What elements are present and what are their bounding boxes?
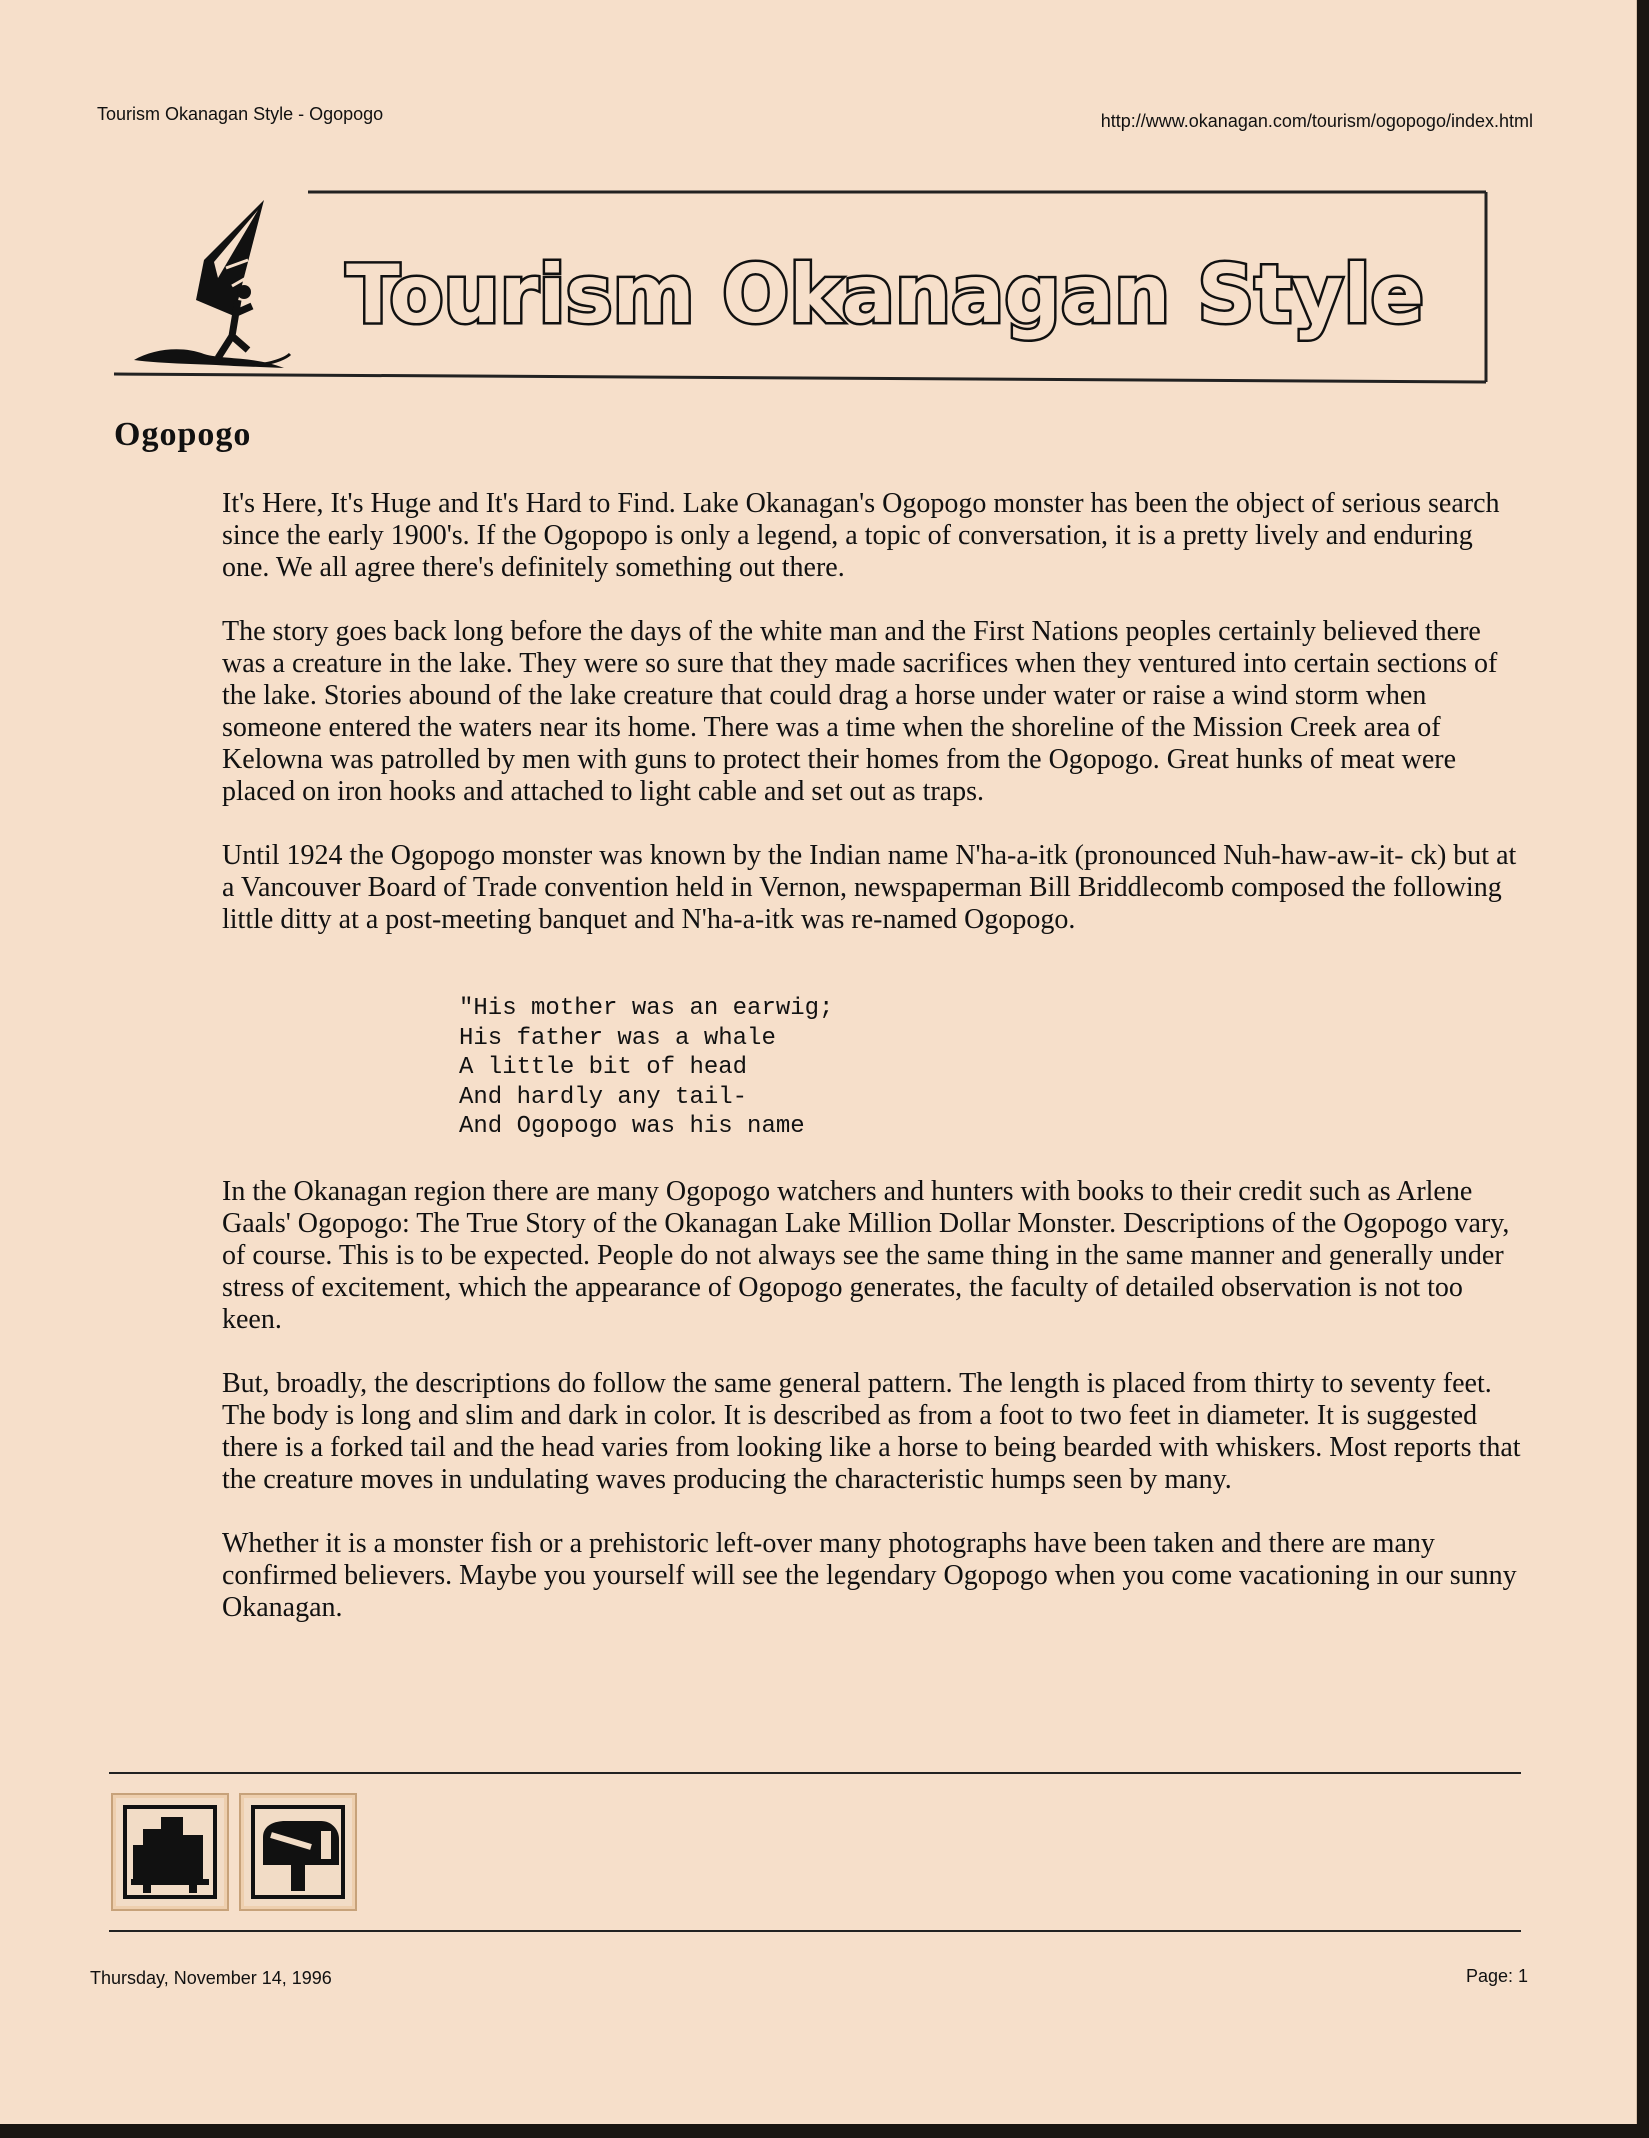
article-paragraph: Until 1924 the Ogopogo monster was known by the Indian name N'ha-a-itk (pronounced Nuh-haw-aw-it- ck) but at a Vancouver Board of Trade convention held in Vernon, newspaperman Bill Briddlecomb composed the following little ditty at a post-meeting banquet and N'ha-a-itk was re-named Ogopogo.: [222, 840, 1517, 935]
poem-line: "His mother was an earwig;: [459, 995, 834, 1022]
print-footer-date: Thursday, November 14, 1996: [90, 1968, 332, 1988]
windsurfer-logo-icon: [134, 200, 290, 368]
article-paragraph: But, broadly, the descriptions do follow the same general pattern. The length is placed from thirty to seventy feet. The body is long and slim and dark in color. It is described as from a foot to two feet in diameter. It is suggested there is a forked tail and the head varies from looking like a horse to being bearded with whiskers. Most reports that the creature moves in undulating waves producing the characteristic humps seen by many.: [222, 1367, 1521, 1495]
article-paragraph: It's Here, It's Huge and It's Hard to Find. Lake Okanagan's Ogopogo monster has been the object of serious search since the early 1900's. If the Ogopopo is only a legend, a topic of conversation, it is a pretty lively and enduring one. We all agree there's definitely something out there.: [222, 488, 1500, 583]
page-title: Ogopogo: [114, 416, 252, 453]
home-buildings-icon: [113, 1795, 227, 1909]
print-header-title: Tourism Okanagan Style - Ogopogo: [97, 104, 384, 124]
poem-block: [459, 994, 1522, 1142]
article-paragraph: The story goes back long before the days of the white man and the First Nations peoples certainly believed there was a creature in the lake. They were so sure that they made sacrifices when they ventured into certain sections of the lake. Stories abound of the lake creature that could drag a horse under water or raise a wind storm when someone entered the waters near its home. There was a time when the shoreline of the Mission Creek area of Kelowna was patrolled by men with guns to protect their homes from the Ogopogo. Great hunks of meat were placed on iron hooks and attached to light cable and set out as traps.: [222, 616, 1498, 807]
article-body: [222, 488, 1522, 1656]
footer-divider-top: [109, 1772, 1521, 1774]
banner-title: Tourism Okanagan Style: [346, 248, 1424, 341]
poem-line: His father was a whale: [459, 1024, 776, 1052]
site-banner[interactable]: [114, 188, 1490, 386]
article-paragraph: Whether it is a monster fish or a prehistoric left-over many photographs have been taken and there are many confirmed believers. Maybe you yourself will see the legendary Ogopogo when you come vacationing in our sunny Okanagan.: [222, 1527, 1517, 1623]
poem-line: And hardly any tail-: [459, 1083, 748, 1111]
mail-nav-button[interactable]: [239, 1793, 357, 1911]
footer-divider-bottom: [109, 1930, 1521, 1932]
print-footer-page: Page: 1: [1465, 1966, 1528, 1986]
print-header-url: http://www.okanagan.com/tourism/ogopogo/index.html: [1100, 111, 1533, 131]
article-paragraph: In the Okanagan region there are many Ogopogo watchers and hunters with books to their credit such as Arlene Gaals' Ogopogo: The True Story of the Okanagan Lake Million Dollar Monster. Descriptions of the Ogopogo vary, of course. This is to be expected. People do not always see the same thing in the same manner and generally under stress of excitement, which the appearance of Ogopogo generates, the faculty of detailed observation is not too keen.: [222, 1175, 1510, 1335]
home-nav-button[interactable]: [111, 1793, 229, 1911]
poem-line: A little bit of head: [459, 1054, 748, 1081]
poem-line: And Ogopogo was his name: [459, 1113, 805, 1140]
mailbox-icon: [241, 1795, 355, 1909]
